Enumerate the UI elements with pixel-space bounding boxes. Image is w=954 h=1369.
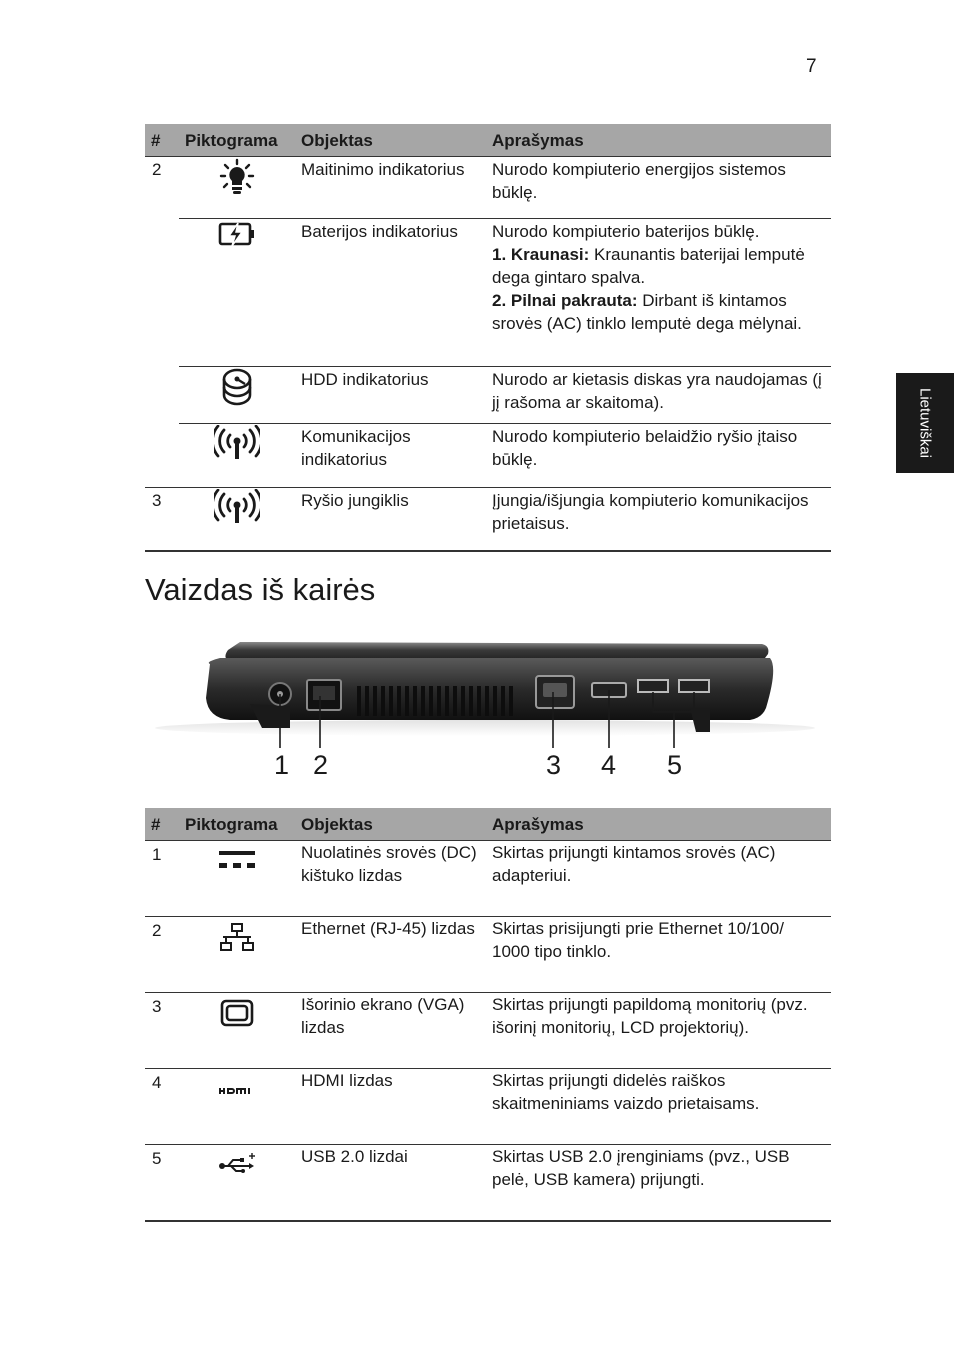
row-description: Skirtas prijungti papildomą monitorių (pvz. išorinį monitorių, LCD projektorių). [486, 993, 831, 1069]
row-object: Nuolatinės srovės (DC) kištuko lizdas [301, 843, 477, 885]
row-description: Skirtas prisijungti prie Ethernet 10/100/ 1000 tipo tinklo. [486, 917, 831, 993]
row-num: 3 [145, 993, 179, 1069]
row-object: Ryšio jungiklis [295, 488, 486, 552]
row-object: Ethernet (RJ-45) lizdas [295, 917, 486, 993]
row-num: 4 [145, 1069, 179, 1145]
indicator-table [145, 124, 831, 552]
row-object: USB 2.0 lizdai [295, 1145, 486, 1222]
row-description: Įjungia/išjungia kompiuterio komunikacijos prietaisus. [486, 488, 831, 552]
language-side-tab-label: Lietuviškai [916, 387, 934, 459]
table-row [145, 1069, 831, 1145]
row-num: 1 [152, 845, 162, 864]
row-object: HDD indikatorius [295, 367, 486, 424]
row-description: Nurodo kompiuterio belaidžio ryšio įtaiso būklę. [486, 424, 831, 488]
power-indicator-icon [219, 158, 255, 198]
row-num: 5 [145, 1145, 179, 1222]
callout-2: 2 [313, 750, 329, 780]
wireless-switch-icon [214, 489, 260, 525]
row-description: Nurodo ar kietasis diskas yra naudojamas (į jį rašoma ar skaitoma). [486, 367, 831, 424]
row-num: 2 [145, 917, 179, 993]
row-object: Išorinio ekrano (VGA) lizdas [295, 993, 486, 1069]
row-object: Komunikacijos indikatorius [295, 424, 486, 488]
table-row [145, 367, 831, 424]
vga-icon [220, 999, 254, 1027]
row-description-text: Nurodo kompiuterio baterijos būklę. [492, 222, 760, 241]
hdd-indicator-icon [220, 368, 254, 406]
section-title: Vaizdas iš kairės [145, 572, 376, 607]
row-num: 3 [145, 488, 179, 552]
header-description: Aprašymas [486, 808, 831, 841]
table-row [145, 488, 831, 552]
header-object: Objektas [295, 124, 486, 157]
row-object: Maitinimo indikatorius [301, 160, 465, 179]
callout-4: 4 [601, 750, 617, 780]
description-item: 1. Kraunasi: Kraunantis baterijai lemputė dega gintaro spalva. [492, 245, 805, 287]
table-row [145, 424, 831, 488]
header-num: # [145, 124, 179, 157]
header-icon: Piktograma [179, 808, 295, 841]
row-num: 2 [152, 160, 162, 179]
callout-5: 5 [667, 750, 683, 780]
callout-3: 3 [546, 750, 562, 780]
battery-indicator-icon [218, 220, 256, 248]
callout-1: 1 [274, 750, 290, 780]
header-object: Objektas [295, 808, 486, 841]
wireless-indicator-icon [214, 425, 260, 461]
header-description: Aprašymas [486, 124, 831, 157]
usb-icon [217, 1151, 257, 1177]
table-header-row [145, 808, 831, 841]
row-description: Skirtas prijungti didelės raiškos skaitmeniniams vaizdo prietaisams. [486, 1069, 831, 1145]
hdmi-icon [217, 1075, 257, 1101]
description-item: 2. Pilnai pakrauta: Dirbant iš kintamos srovės (AC) tinklo lemputė dega mėlynai. [492, 291, 802, 333]
page-number: 7 [806, 56, 817, 77]
row-object: HDMI lizdas [295, 1069, 486, 1145]
dc-in-icon [218, 847, 256, 873]
row-description [486, 219, 831, 367]
table-row [145, 1145, 831, 1222]
table-row [145, 841, 831, 917]
header-icon: Piktograma [179, 124, 295, 157]
table-row [145, 993, 831, 1069]
laptop-left-side-illustration [150, 628, 820, 788]
table-row [145, 917, 831, 993]
row-object: Baterijos indikatorius [295, 219, 486, 367]
row-description: Skirtas prijungti kintamos srovės (AC) adapteriui. [492, 843, 776, 885]
header-num: # [145, 808, 179, 841]
ports-table [145, 808, 831, 1222]
table-header-row [145, 124, 831, 157]
table-row [145, 157, 831, 219]
language-side-tab [896, 373, 954, 473]
ethernet-icon [220, 923, 254, 953]
table-row [145, 219, 831, 367]
row-description: Skirtas USB 2.0 įrenginiams (pvz., USB pelė, USB kamera) prijungti. [486, 1145, 831, 1222]
row-description: Nurodo kompiuterio energijos sistemos būklę. [492, 160, 786, 202]
